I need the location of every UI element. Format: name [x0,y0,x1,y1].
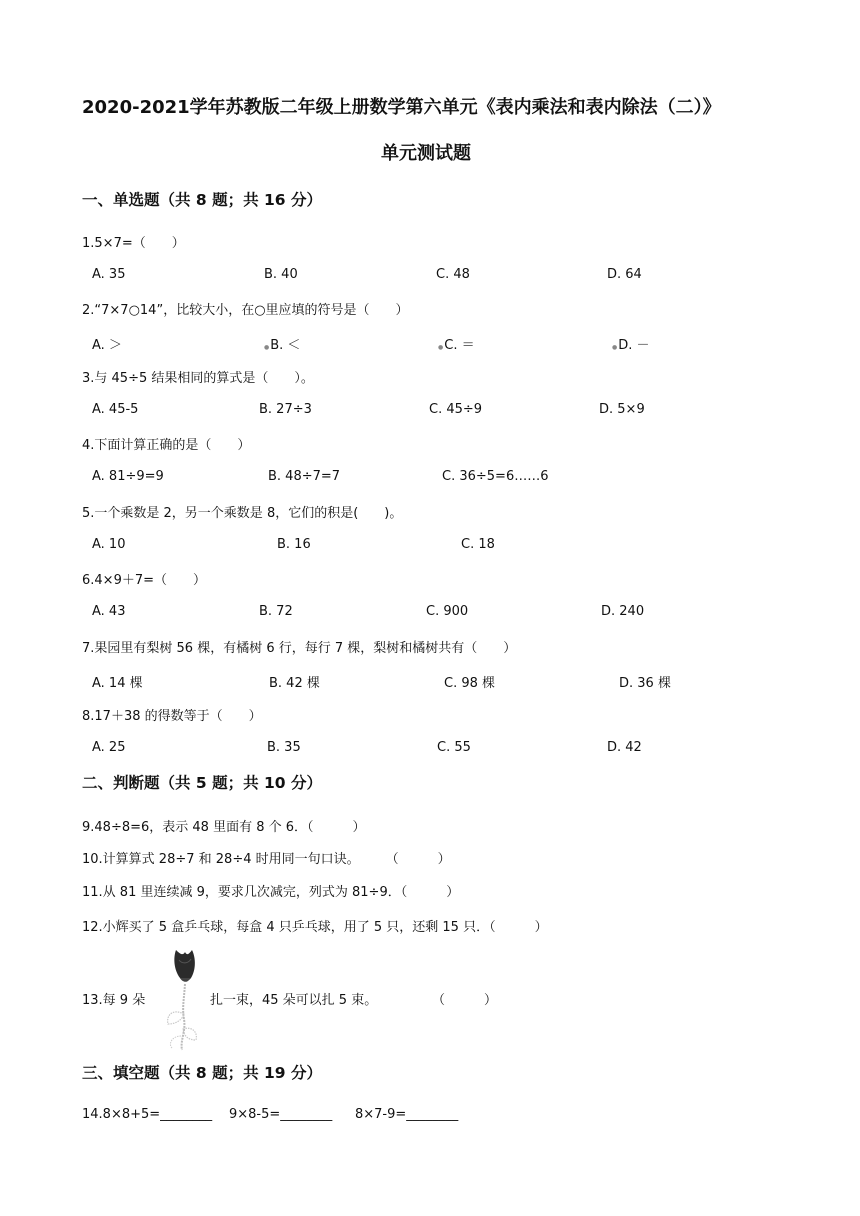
question-3-option-a [92,402,138,417]
option-label: A. 14 棵 [92,676,143,691]
option-label: C. 48 [436,267,470,282]
option-label: C. 45÷9 [429,402,483,417]
question-5-option-b [277,537,311,552]
question-9: 9.48÷8=6，表示 48 里面有 8 个 6．（ ） [82,820,366,835]
question-3: 3.与 45÷5 结果相同的算式是（ ）。 [82,371,314,386]
question-4-option-a [92,469,164,484]
option-label: A. 25 [92,740,126,755]
question-3-option-c [429,402,482,417]
question-1: 1.5×7=（ ） [82,236,185,251]
option-label: D. 240 [601,604,645,619]
question-7: 7.果园里有梨树 56 棵，有橘树 6 行，每行 7 棵，梨树和橘树共有（ ） [82,641,517,656]
question-14-part-a: 14.8×8+5=________ [82,1107,213,1122]
question-2-option-d [612,334,650,353]
option-label: B. 35 [267,740,301,755]
option-label: D. － [618,338,650,353]
option-label: A. 35 [92,267,126,282]
question-8: 8.17＋38 的得数等于（ ） [82,709,262,724]
question-7-option-d [619,672,671,691]
option-label: C. 36÷5=6……6 [442,469,549,484]
question-5-option-c [461,537,495,552]
option-label: C. 55 [437,740,471,755]
section-heading-true-false: 二、判断题（共 5 题；共 10 分） [82,774,322,792]
option-marker-icon: ● [612,344,618,351]
question-5-option-a [92,537,125,552]
option-label: A. 43 [92,604,126,619]
section-heading-fill-in: 三、填空题（共 8 题；共 19 分） [82,1064,322,1082]
question-1-option-b [264,267,298,282]
question-8-option-d [607,740,642,755]
question-7-option-a [92,672,143,691]
option-label: D. 36 棵 [619,676,671,691]
question-8-option-b [267,740,301,755]
option-marker-icon: ● [438,344,444,351]
question-6-option-c [426,604,468,619]
question-4: 4.下面计算正确的是（ ） [82,438,251,453]
option-label: C. 98 棵 [444,676,496,691]
option-label: B. 27÷3 [259,402,312,417]
option-label: B. 16 [277,537,311,552]
question-13-answer-paren: （ ） [432,993,498,1008]
page-title: 2020-2021学年苏教版二年级上册数学第六单元《表内乘法和表内除法（二）》 [82,97,721,118]
question-2: 2.“7×7○14”，比较大小，在○里应填的符号是（ ） [82,303,409,318]
question-6: 6.4×9＋7=（ ） [82,573,207,588]
option-label: A. 10 [92,537,126,552]
question-13-after: 扎一束，45 朵可以扎 5 束。 [210,993,378,1008]
question-2-option-c [438,334,475,353]
option-label: C. 18 [461,537,495,552]
question-7-option-c [444,672,495,691]
option-label: A. 45-5 [92,402,139,417]
question-2-option-b [264,334,300,353]
option-marker-icon: ● [264,344,270,351]
question-11: 11.从 81 里连续减 9，要求几次减完，列式为 81÷9．（ ） [82,885,460,900]
question-14-part-b: 9×8-5=________ [229,1107,333,1122]
question-3-option-d [599,402,645,417]
question-7-option-b [269,672,320,691]
question-1-option-c [436,267,470,282]
option-label: A. ＞ [92,338,122,353]
question-10: 10.计算算式 28÷7 和 28÷4 时用同一句口诀。 （ ） [82,852,451,867]
question-8-option-c [437,740,471,755]
section-heading-single-choice: 一、单选题（共 8 题；共 16 分） [82,191,322,209]
question-4-option-c [442,469,548,484]
option-label: A. 81÷9=9 [92,469,164,484]
option-label: B. 72 [259,604,293,619]
flower-image [158,944,206,1052]
question-14-part-c: 8×7-9=________ [355,1107,459,1122]
question-1-option-a [92,267,125,282]
question-2-option-a [92,334,122,353]
question-6-option-d [601,604,644,619]
option-label: B. 40 [264,267,298,282]
option-label: D. 42 [607,740,642,755]
question-13-before: 13.每 9 朵 [82,993,146,1008]
question-8-option-a [92,740,125,755]
option-label: C. 900 [426,604,469,619]
question-3-option-b [259,402,312,417]
option-label: B. 42 棵 [269,676,320,691]
option-label: B. 48÷7=7 [268,469,341,484]
option-label: D. 5×9 [599,402,645,417]
option-label: B. ＜ [270,338,301,353]
question-12: 12.小辉买了 5 盒乒乓球，每盒 4 只乒乓球，用了 5 只，还剩 15 只．（ ） [82,920,548,935]
option-label: D. 64 [607,267,642,282]
question-6-option-b [259,604,293,619]
question-5: 5.一个乘数是 2，另一个乘数是 8，它们的积是( )。 [82,506,403,521]
option-label: C. ＝ [444,338,475,353]
question-4-option-b [268,469,340,484]
question-1-option-d [607,267,642,282]
question-6-option-a [92,604,125,619]
page-subtitle: 单元测试题 [381,143,471,164]
